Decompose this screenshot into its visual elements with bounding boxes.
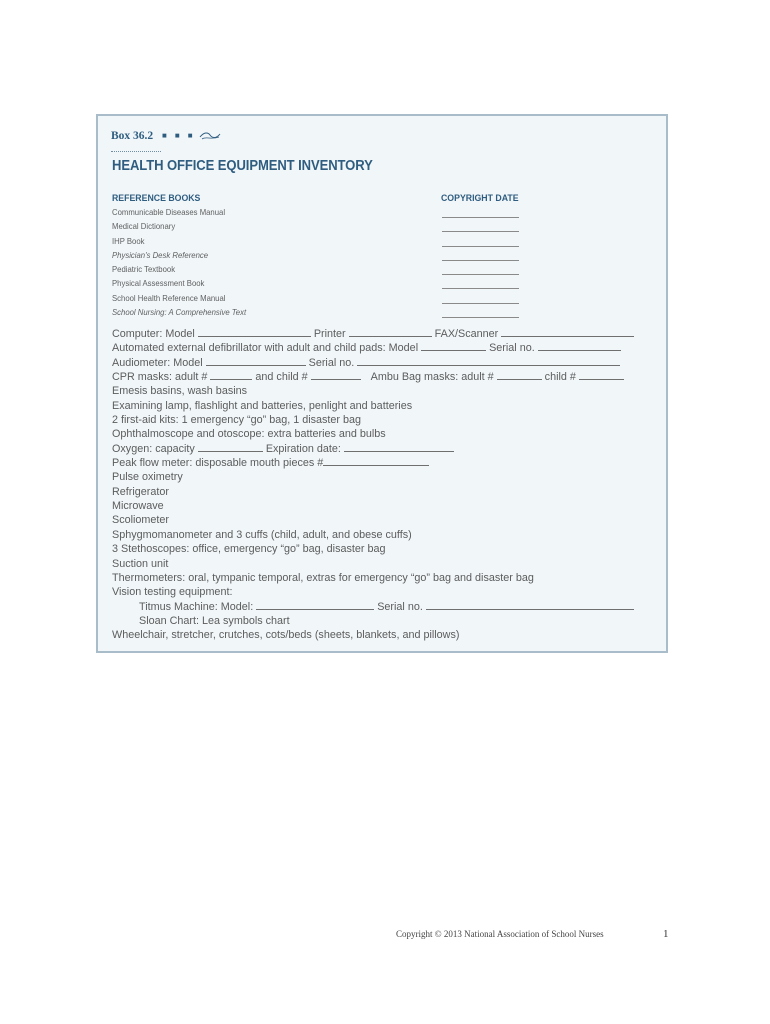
computer-model-field[interactable] (198, 328, 311, 337)
equipment-row-ophthalmoscope: Ophthalmoscope and otoscope: extra batteries and bulbs (112, 428, 386, 441)
equipment-row-wheelchair: Wheelchair, stretcher, crutches, cots/beds (sheets, blankets, and pillows) (112, 629, 460, 642)
cpr-adult-field[interactable] (210, 371, 252, 380)
equipment-row-sphygmo: Sphygmomanometer and 3 cuffs (child, adult, and obese cuffs) (112, 528, 412, 541)
peak-flow-field[interactable] (323, 457, 429, 466)
equipment-row-scoliometer: Scoliometer (112, 514, 170, 527)
titmus-serial-label: Serial no. (377, 600, 423, 613)
cpr-child-label: and child # (255, 371, 308, 384)
printer-model-field[interactable] (349, 328, 432, 337)
reference-book-item: Medical Dictionary (112, 221, 176, 232)
aed-serial-label: Serial no. (489, 342, 535, 355)
equipment-row-computer (112, 327, 637, 341)
equipment-row-suction: Suction unit (112, 557, 169, 570)
equipment-row-oxygen (112, 442, 637, 456)
titmus-model-field[interactable] (256, 601, 374, 610)
reference-book-item: Physical Assessment Book (112, 278, 205, 289)
printer-label: Printer (313, 328, 346, 340)
oxygen-label: Oxygen: capacity (112, 442, 195, 455)
oxygen-capacity-field[interactable] (198, 443, 263, 452)
copyright-date-field[interactable] (442, 231, 519, 245)
inventory-box (96, 114, 668, 653)
equipment-row-refrigerator: Refrigerator (112, 485, 170, 498)
fax-model-field[interactable] (501, 328, 634, 337)
reference-book-item: Physician's Desk Reference (112, 249, 209, 260)
box-label-rule (111, 151, 161, 152)
box-number: Box 36.2 (111, 130, 154, 142)
oxygen-expiration-field[interactable] (344, 443, 454, 452)
reference-books-header: REFERENCE BOOKS (112, 193, 201, 204)
reference-book-item: Communicable Diseases Manual (112, 207, 226, 217)
reference-book-item: IHP Book (112, 235, 145, 246)
copyright-date-field[interactable] (442, 303, 519, 317)
copyright-date-field[interactable] (442, 260, 519, 274)
equipment-row-aed (112, 341, 637, 355)
peak-flow-label: Peak flow meter: disposable mouth pieces # (112, 457, 324, 470)
swoosh-icon (199, 131, 221, 141)
reference-book-item: School Nursing: A Comprehensive Text (112, 307, 247, 318)
cpr-child-field[interactable] (311, 371, 361, 380)
aed-label: Automated external defibrillator with adult and child pads: Model (112, 342, 419, 355)
copyright-date-field[interactable] (442, 217, 519, 231)
ambu-adult-field[interactable] (497, 371, 542, 380)
ambu-child-label: child # (544, 371, 576, 384)
audiometer-label: Audiometer: Model (112, 356, 203, 369)
equipment-row-pulse-ox: Pulse oximetry (112, 471, 183, 484)
equipment-row-microwave: Microwave (112, 500, 164, 513)
copyright-date-blanks (442, 217, 519, 331)
fax-label: FAX/Scanner (434, 328, 499, 340)
equipment-row-vision: Vision testing equipment: (112, 586, 233, 599)
equipment-row-sloan: Sloan Chart: Lea symbols chart (139, 614, 290, 627)
audiometer-serial-label: Serial no. (308, 356, 355, 369)
equipment-row-audiometer (112, 356, 637, 370)
page-number: 1 (663, 928, 669, 940)
page-title: HEALTH OFFICE EQUIPMENT INVENTORY (112, 158, 373, 174)
oxygen-expiration-label: Expiration date: (265, 442, 341, 455)
equipment-row-stethoscopes: 3 Stethoscopes: office, emergency “go” bag, disaster bag (112, 543, 386, 556)
equipment-row-titmus (112, 600, 637, 614)
reference-book-item: School Health Reference Manual (112, 292, 226, 303)
reference-books-list (112, 207, 261, 321)
titmus-serial-field[interactable] (426, 601, 634, 610)
copyright-date-header: COPYRIGHT DATE (441, 193, 519, 204)
equipment-row-cpr (112, 370, 637, 384)
box-squares: ■ ■ ■ (162, 131, 196, 140)
cpr-adult-label: CPR masks: adult # (112, 371, 208, 384)
equipment-row-peak-flow (112, 456, 637, 470)
copyright-date-field[interactable] (442, 246, 519, 260)
audiometer-model-field[interactable] (206, 357, 306, 366)
computer-label: Computer: Model (112, 328, 195, 340)
reference-book-item: Pediatric Textbook (112, 264, 176, 275)
equipment-row-emesis: Emesis basins, wash basins (112, 385, 248, 398)
equipment-row-thermometers: Thermometers: oral, tympanic temporal, extras for emergency “go” bag and disaster bag (112, 571, 534, 584)
box-label (111, 130, 221, 142)
ambu-adult-label: Ambu Bag masks: adult # (370, 371, 494, 384)
aed-serial-field[interactable] (538, 342, 621, 351)
ambu-child-field[interactable] (579, 371, 624, 380)
aed-model-field[interactable] (421, 342, 486, 351)
titmus-label: Titmus Machine: Model: (139, 600, 254, 613)
copyright-date-field[interactable] (442, 288, 519, 302)
equipment-row-first-aid: 2 first-aid kits: 1 emergency “go” bag, 1 disaster bag (112, 414, 362, 427)
equipment-list (112, 327, 637, 643)
audiometer-serial-field[interactable] (357, 357, 620, 366)
equipment-row-exam-lamp: Examining lamp, flashlight and batteries, penlight and batteries (112, 399, 413, 412)
copyright-footer: Copyright © 2013 National Association of School Nurses (396, 929, 604, 939)
copyright-date-field[interactable] (442, 274, 519, 288)
